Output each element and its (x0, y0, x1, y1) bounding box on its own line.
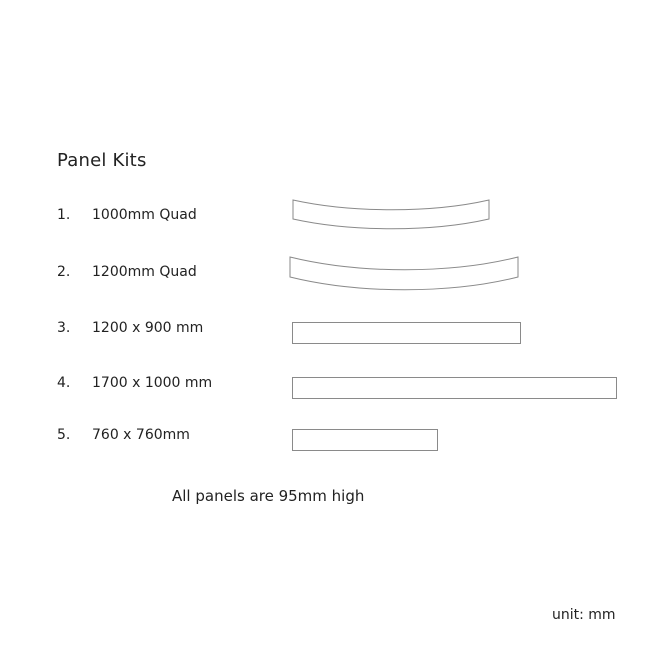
item-number: 4. (57, 375, 71, 391)
panel-shape-rect-1200x900 (292, 322, 522, 346)
list-item (0, 375, 650, 415)
list-item (0, 264, 650, 304)
panel-height-note: All panels are 95mm high (172, 487, 365, 505)
panel-shape-curved-1200 (289, 256, 521, 300)
item-label: 1200mm Quad (92, 264, 197, 280)
item-label: 760 x 760mm (92, 427, 190, 443)
list-item (0, 427, 650, 467)
list-item (0, 207, 650, 247)
item-label: 1200 x 900 mm (92, 320, 204, 336)
panel-shape-curved-1000 (292, 199, 492, 239)
item-number: 2. (57, 264, 71, 280)
page-title: Panel Kits (57, 150, 147, 171)
item-number: 5. (57, 427, 71, 443)
panel-shape-rect-760x760 (292, 429, 439, 453)
unit-label: unit: mm (552, 607, 616, 623)
panel-shape-rect-1700x1000 (292, 377, 618, 401)
item-label: 1700 x 1000 mm (92, 375, 213, 391)
item-label: 1000mm Quad (92, 207, 197, 223)
item-number: 3. (57, 320, 71, 336)
item-number: 1. (57, 207, 71, 223)
list-item (0, 320, 650, 360)
